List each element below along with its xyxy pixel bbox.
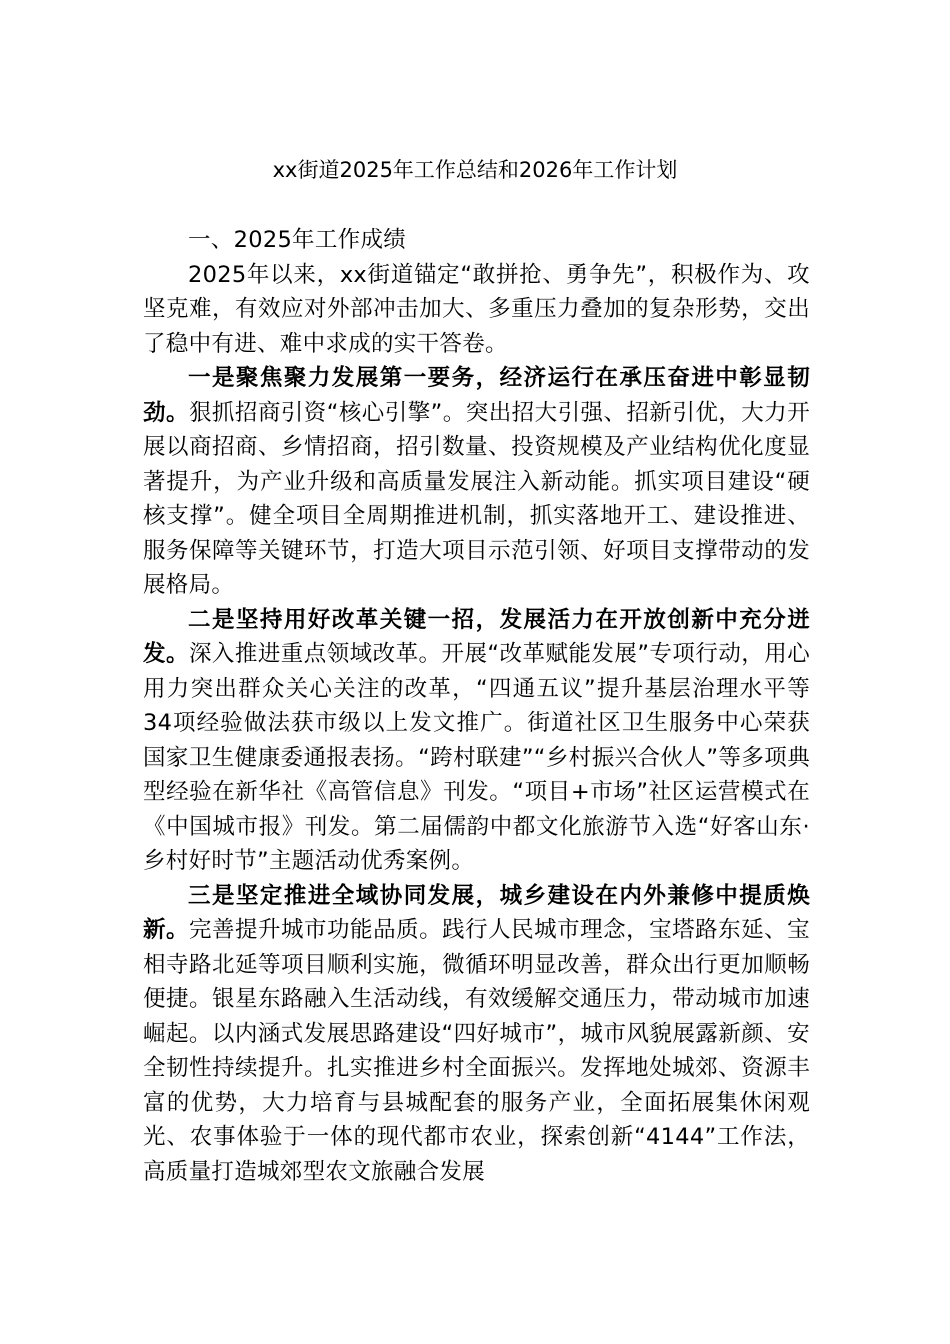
- item-paragraph-2: [143, 603, 810, 879]
- item-text-2: 深入推进重点领域改革。开展“改革赋能发展”专项行动，用心用力突出群众关心关注的改革，“四通五议”提升基层治理水平等34项经验做法获市级以上发文推广。街道社区卫生服务中心荣获国家卫生健康委通报表扬。“跨村联建”“乡村振兴合伙人”等多项典型经验在新华社《高管信息》刊发。“项目+市场”社区运营模式在《中国城市报》刊发。第二届儒韵中都文化旅游节入选“好客山东·乡村好时节”主题活动优秀案例。: [143, 641, 811, 874]
- item-lead-1: 一是聚焦聚力发展第一要务，经济运行在承压奋进中彰显韧劲。: [143, 365, 810, 426]
- item-lead-2: 二是坚持用好改革关键一招，发展活力在开放创新中充分迸发。: [143, 606, 810, 667]
- item-paragraph-3: [143, 879, 810, 1190]
- intro-paragraph: 2025年以来，xx街道锚定“敢拼抢、勇争先”，积极作为、攻坚克难，有效应对外部冲击加大、多重压力叠加的复杂形势，交出了稳中有进、难中求成的实干答卷。: [143, 261, 810, 357]
- document-body: [143, 223, 810, 1189]
- item-paragraph-1: [143, 361, 810, 603]
- section-heading: 一、2025年工作成绩: [188, 227, 407, 253]
- document-title: xx街道2025年工作总结和2026年工作计划: [272, 158, 678, 182]
- item-lead-3: 三是坚定推进全域协同发展，城乡建设在内外兼修中提质焕新。: [143, 882, 810, 943]
- item-text-3: 完善提升城市功能品质。践行人民城市理念，宝塔路东延、宝相寺路北延等项目顺利实施，微循环明显改善，群众出行更加顺畅便捷。银星东路融入生活动线，有效缓解交通压力，带动城市加速崛起。以内涵式发展思路建设“四好城市”，城市风貌展露新颜、安全韧性持续提升。扎实推进乡村全面振兴。发挥地处城郊、资源丰富的优势，大力培育与县城配套的服务产业，全面拓展集休闲观光、农事体验于一体的现代都市农业，探索创新“4144”工作法，高质量打造城郊型农文旅融合发展: [143, 917, 810, 1185]
- item-text-1: 狠抓招商引资“核心引擎”。突出招大引强、招新引优，大力开展以商招商、乡情招商，招引数量、投资规模及产业结构优化度显著提升，为产业升级和高质量发展注入新动能。抓实项目建设“硬核支撑”。健全项目全周期推进机制，抓实落地开工、建设推进、服务保障等关键环节，打造大项目示范引领、好项目支撑带动的发展格局。: [143, 399, 811, 598]
